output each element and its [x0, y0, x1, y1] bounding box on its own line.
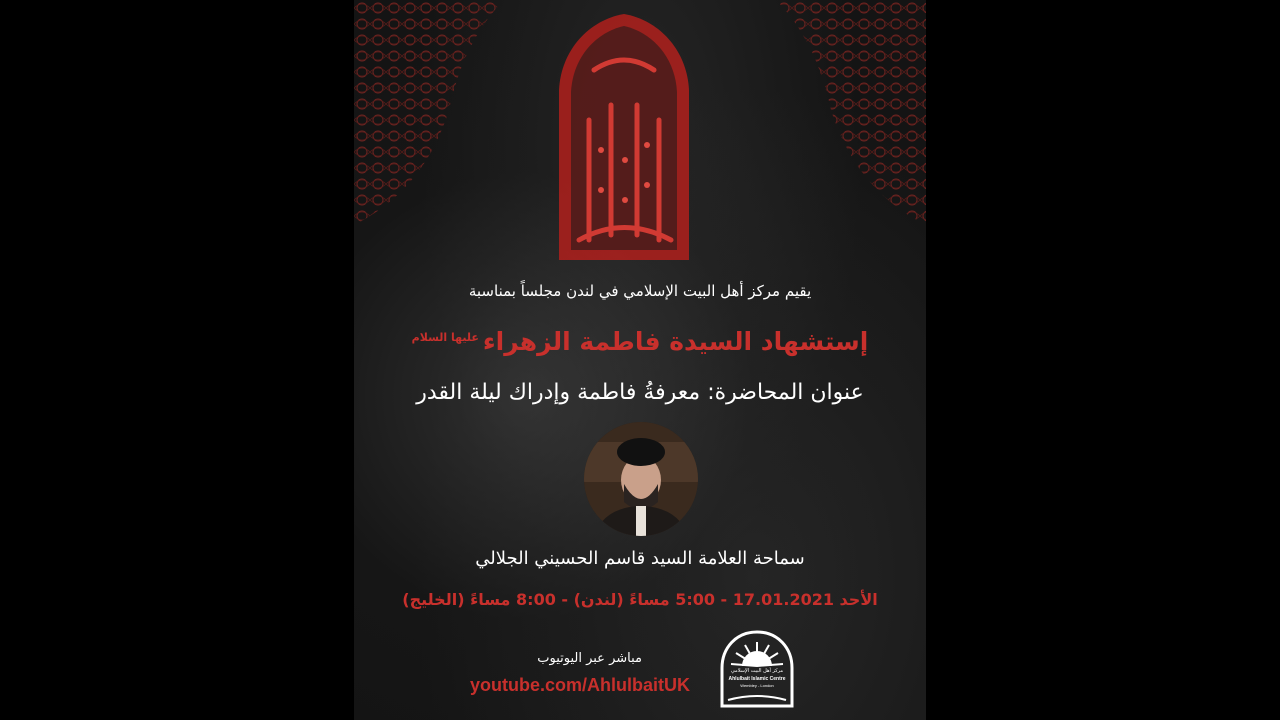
speaker-name: سماحة العلامة السيد قاسم الحسيني الجلالي [475, 548, 805, 569]
lecture-title: عنوان المحاضرة: معرفةُ فاطمة وإدراك ليلة القدر [416, 380, 864, 405]
calligraphy-emblem-icon [549, 10, 699, 262]
event-datetime: الأحد 17.01.2021 - 5:00 مساءً (لندن) - 8:00 مساءً (الخليج) [402, 590, 878, 609]
occasion-title [354, 327, 926, 356]
speaker-photo-icon [584, 422, 698, 536]
logo-location: Wembley - London [740, 683, 774, 688]
live-stream-label: مباشر عبر اليوتيوب [537, 651, 642, 666]
ornament-corner-left-icon [354, 0, 504, 230]
honorific-text: عليها السلام [411, 330, 479, 344]
logo-english-name: Ahlulbait Islamic Centre [728, 676, 786, 682]
ornament-corner-right-icon [776, 0, 926, 230]
host-announcement: يقيم مركز أهل البيت الإسلامي في لندن مجلساً بمناسبة [468, 282, 812, 300]
event-poster [354, 0, 926, 720]
speaker-portrait [584, 422, 698, 536]
occasion-text: إستشهاد السيدة فاطمة الزهراء [482, 327, 869, 356]
youtube-link[interactable]: youtube.com/AhlulbaitUK [470, 675, 690, 695]
logo-arabic-name: مركز أهل البيت الإسلامي [730, 668, 784, 674]
